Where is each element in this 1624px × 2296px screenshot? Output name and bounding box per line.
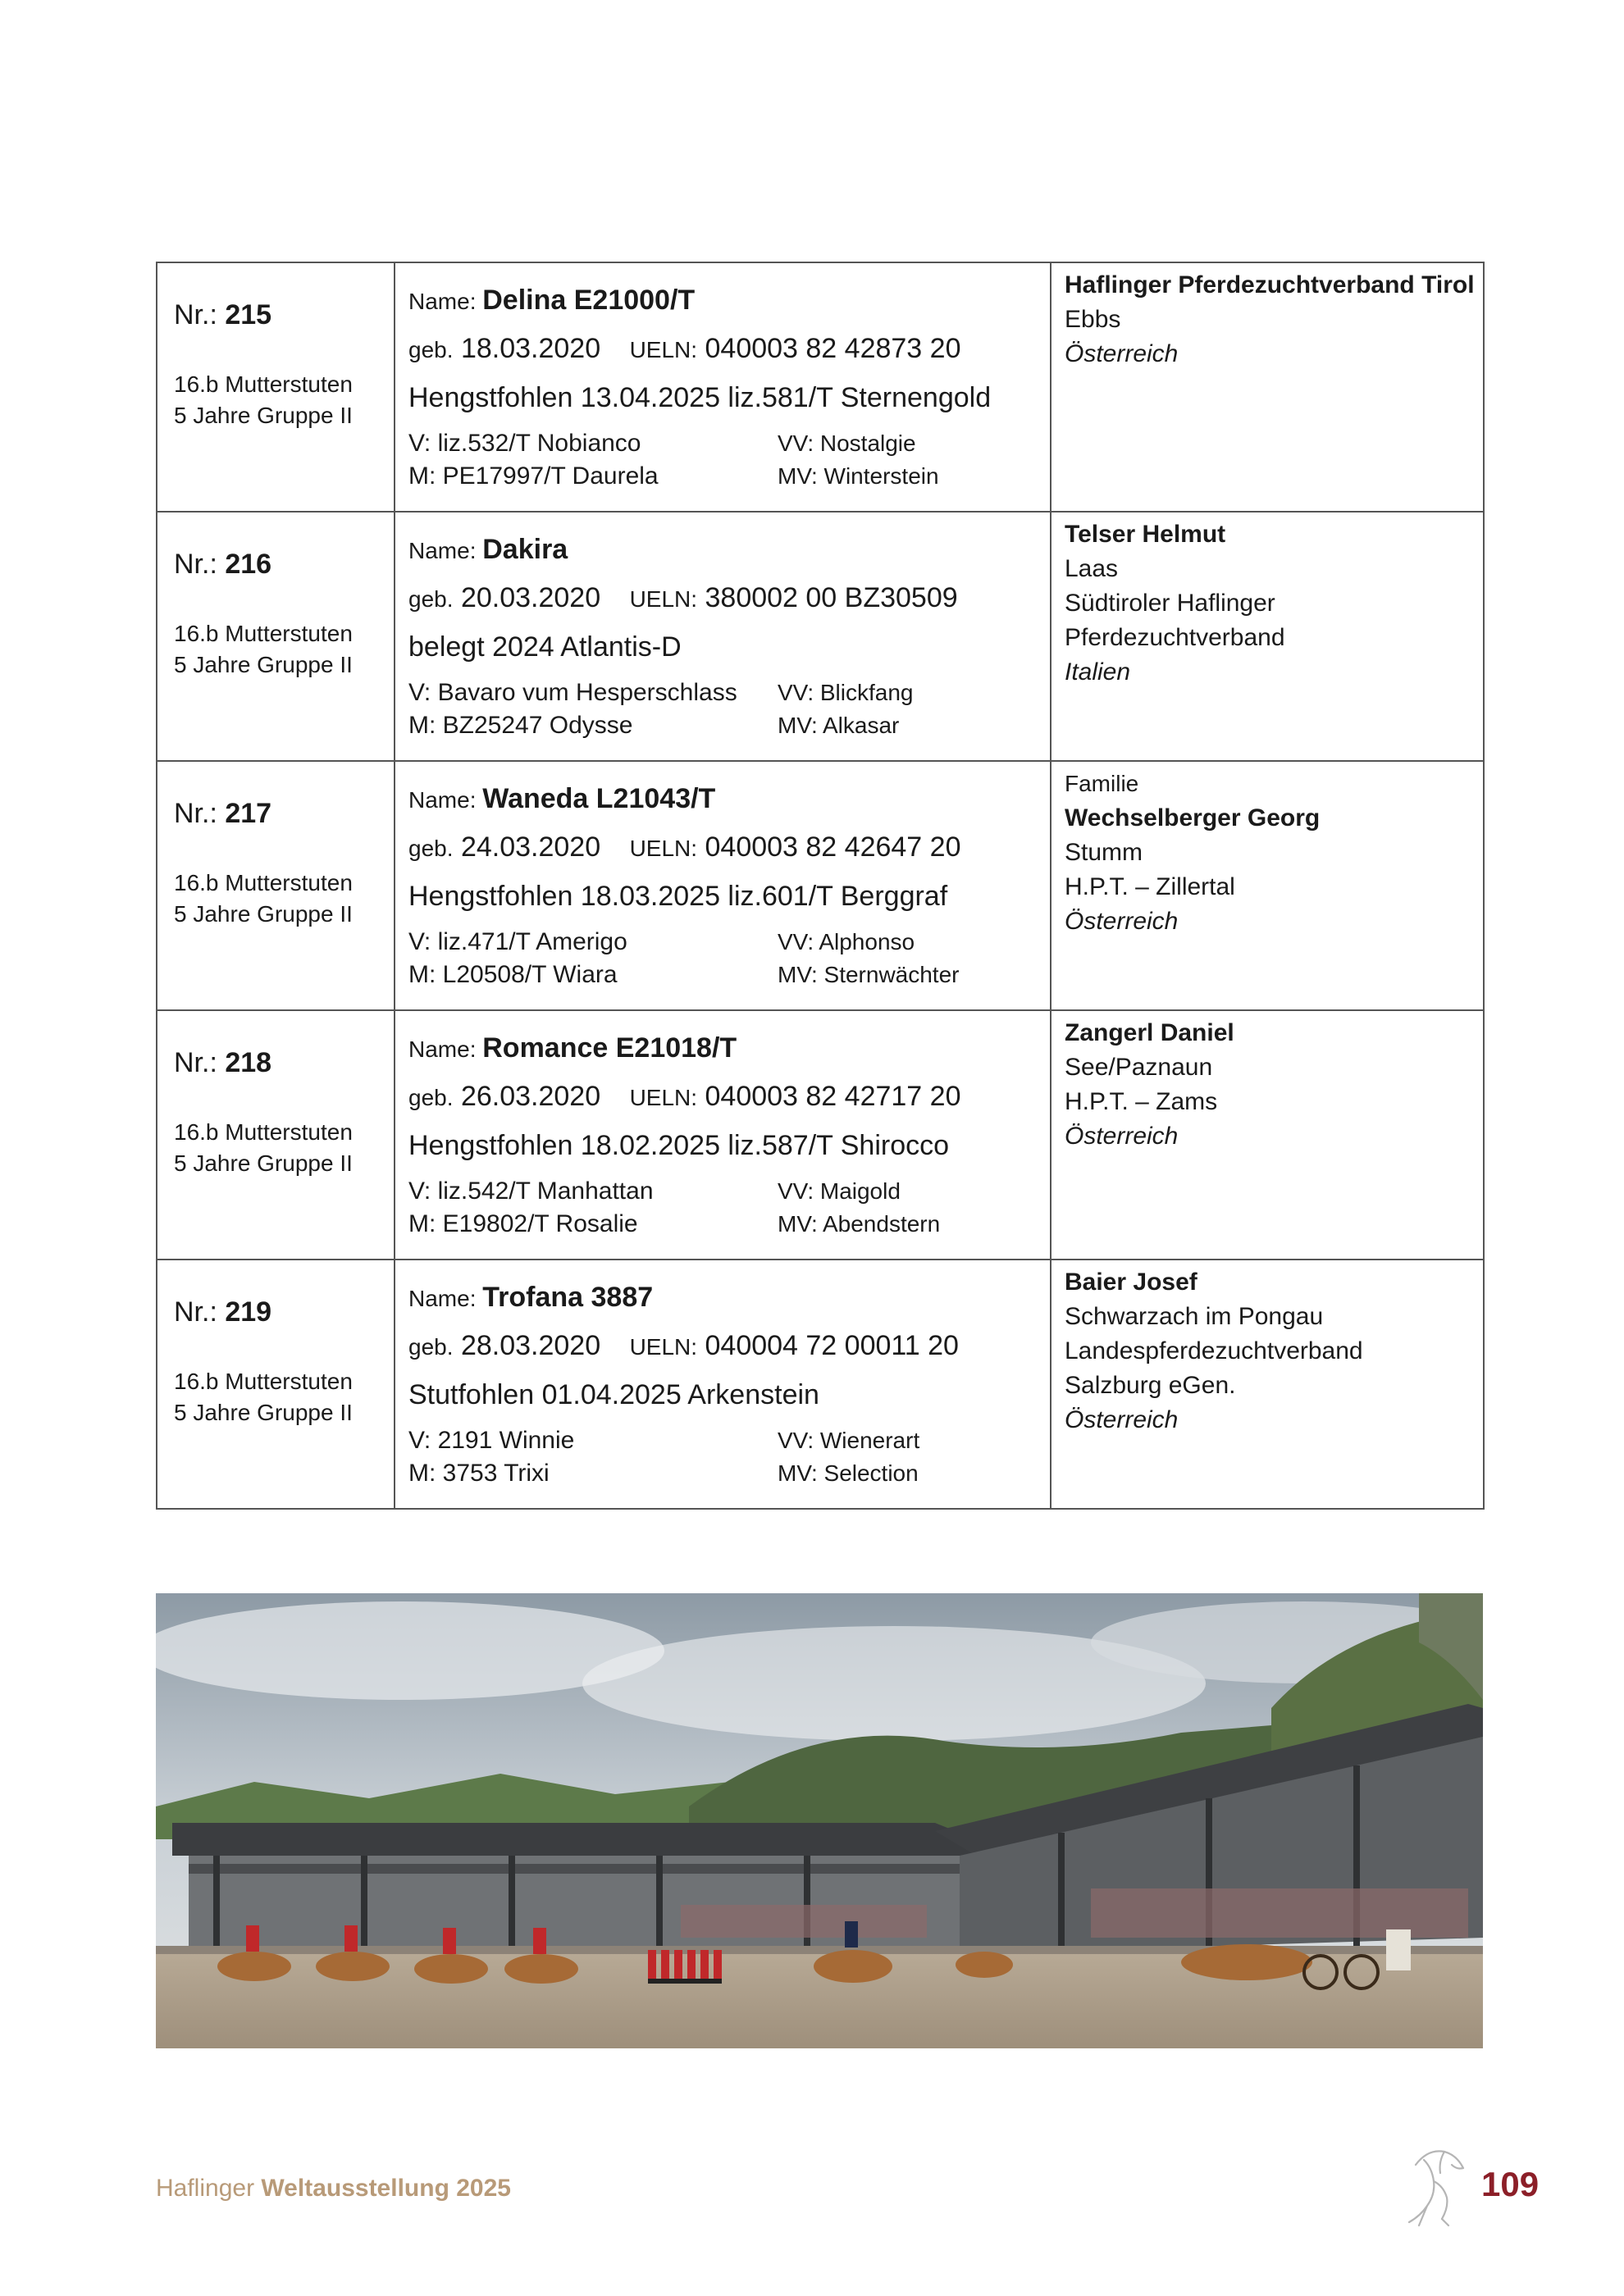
- name-label: Name:: [408, 787, 477, 813]
- sire-sire: VV: Blickfang: [778, 680, 914, 705]
- name-label: Name:: [408, 1036, 477, 1062]
- sire-sire: VV: Wienerart: [778, 1428, 920, 1453]
- pedigree: [408, 1424, 1050, 1490]
- ueln-label: UELN:: [629, 836, 698, 861]
- class-line-1: 16.b Mutterstuten: [174, 1369, 353, 1394]
- geb-label: geb.: [408, 1085, 454, 1110]
- ueln-label: UELN:: [629, 586, 698, 612]
- sire: V: liz.532/T Nobianco: [408, 430, 641, 457]
- ueln-value: 040003 82 42717 20: [705, 1081, 961, 1112]
- owner-line: Salzburg eGen.: [1065, 1372, 1236, 1399]
- class-info: [174, 1117, 394, 1179]
- offspring-line: belegt 2024 Atlantis-D: [408, 631, 682, 663]
- name-label: Name:: [408, 289, 477, 314]
- horse-info-cell: [395, 1010, 1051, 1260]
- class-line-1: 16.b Mutterstuten: [174, 870, 353, 895]
- nr-value: 215: [225, 299, 272, 330]
- geb-label: geb.: [408, 337, 454, 362]
- nr-label: Nr.:: [174, 549, 217, 580]
- entry-number-cell: [157, 761, 395, 1010]
- catalog-table: [156, 262, 1485, 1510]
- owner-country: Österreich: [1065, 340, 1179, 367]
- dam-sire: MV: Winterstein: [778, 463, 939, 489]
- geb-label: geb.: [408, 586, 454, 612]
- ueln-label: UELN:: [629, 1085, 698, 1110]
- ueln-value: 380002 00 BZ30509: [705, 582, 958, 613]
- nr-label: Nr.:: [174, 299, 217, 330]
- owner-prefix: Familie: [1065, 771, 1139, 796]
- owner-name: Telser Helmut: [1065, 521, 1226, 548]
- catalog-row: [157, 512, 1484, 761]
- owner-line: H.P.T. – Zillertal: [1065, 873, 1235, 900]
- entry-number-cell: [157, 512, 395, 761]
- pedigree: [408, 1175, 1050, 1241]
- catalog-row: [157, 1010, 1484, 1260]
- horse-name-line: [408, 1273, 1050, 1321]
- pedigree: [408, 427, 1050, 493]
- ueln-value: 040003 82 42647 20: [705, 831, 961, 863]
- horse-name: Romance E21018/T: [482, 1032, 737, 1064]
- owner-line: Laas: [1065, 555, 1119, 582]
- horse-name-line: [408, 775, 1050, 822]
- pedigree: [408, 926, 1050, 991]
- owner-line: Pferdezuchtverband: [1065, 624, 1285, 651]
- owner-cell: [1051, 512, 1484, 761]
- nr-value: 216: [225, 549, 272, 580]
- dam: M: 3753 Trixi: [408, 1460, 550, 1487]
- birth-date: 24.03.2020: [460, 831, 601, 863]
- owner-cell: [1051, 761, 1484, 1010]
- birth-line: [408, 822, 1050, 872]
- class-line-1: 16.b Mutterstuten: [174, 371, 353, 397]
- nr-label: Nr.:: [174, 1047, 217, 1078]
- class-info: [174, 868, 394, 930]
- entry-number: [174, 299, 394, 331]
- dam-sire: MV: Sternwächter: [778, 962, 960, 987]
- birth-date: 18.03.2020: [460, 333, 601, 364]
- horse-name: Dakira: [482, 534, 568, 565]
- geb-label: geb.: [408, 1334, 454, 1360]
- horse-name-line: [408, 1024, 1050, 1072]
- owner-name: Haflinger Pferdezuchtverband Tirol: [1065, 271, 1475, 298]
- dam: M: E19802/T Rosalie: [408, 1210, 638, 1237]
- class-line-2: 5 Jahre Gruppe II: [174, 1150, 353, 1176]
- offspring-line: Hengstfohlen 18.02.2025 liz.587/T Shirocco: [408, 1130, 950, 1161]
- horse-name-line: [408, 276, 1050, 324]
- offspring-line: Hengstfohlen 18.03.2025 liz.601/T Berggraf: [408, 881, 948, 912]
- page-number: 109: [1481, 2165, 1540, 2203]
- ueln-value: 040003 82 42873 20: [705, 333, 961, 364]
- catalog-row: [157, 761, 1484, 1010]
- owner-country: Österreich: [1065, 1123, 1179, 1150]
- dam: M: PE17997/T Daurela: [408, 462, 659, 490]
- owner-name: Baier Josef: [1065, 1269, 1197, 1296]
- offspring-line: Hengstfohlen 13.04.2025 liz.581/T Sternengold: [408, 382, 992, 413]
- ueln-value: 040004 72 00011 20: [705, 1330, 959, 1361]
- horse-logo-icon: [1399, 2140, 1473, 2230]
- class-line-2: 5 Jahre Gruppe II: [174, 652, 353, 677]
- nr-label: Nr.:: [174, 1296, 217, 1328]
- owner-line: See/Paznaun: [1065, 1054, 1213, 1081]
- birth-line: [408, 1072, 1050, 1121]
- dam-sire: MV: Selection: [778, 1460, 919, 1486]
- catalog-row: [157, 1260, 1484, 1509]
- class-info: [174, 369, 394, 431]
- ueln-label: UELN:: [629, 1334, 698, 1360]
- sire: V: liz.542/T Manhattan: [408, 1178, 654, 1205]
- class-info: [174, 1366, 394, 1428]
- entry-number: [174, 1047, 394, 1079]
- name-label: Name:: [408, 538, 477, 563]
- entry-number: [174, 549, 394, 581]
- birth-date: 28.03.2020: [460, 1330, 601, 1361]
- sire: V: Bavaro vum Hesperschlass: [408, 679, 737, 706]
- class-line-1: 16.b Mutterstuten: [174, 1119, 353, 1145]
- name-label: Name:: [408, 1286, 477, 1311]
- owner-line: Stumm: [1065, 839, 1143, 866]
- sire-sire: VV: Nostalgie: [778, 430, 916, 456]
- nr-value: 219: [225, 1296, 272, 1328]
- sire-sire: VV: Maigold: [778, 1178, 901, 1204]
- entry-number-cell: [157, 262, 395, 512]
- horse-name-line: [408, 526, 1050, 573]
- birth-date: 26.03.2020: [460, 1081, 601, 1112]
- dam: M: BZ25247 Odysse: [408, 712, 633, 739]
- entry-number-cell: [157, 1260, 395, 1509]
- class-line-1: 16.b Mutterstuten: [174, 621, 353, 646]
- owner-line: Landespferdezuchtverband: [1065, 1337, 1363, 1364]
- birth-line: [408, 324, 1050, 373]
- owner-name: Wechselberger Georg: [1065, 804, 1321, 831]
- dam-sire: MV: Abendstern: [778, 1211, 941, 1237]
- sire-sire: VV: Alphonso: [778, 929, 915, 954]
- catalog-row: [157, 262, 1484, 512]
- class-line-2: 5 Jahre Gruppe II: [174, 1400, 353, 1425]
- birth-line: [408, 573, 1050, 622]
- sire: V: liz.471/T Amerigo: [408, 928, 627, 955]
- horse-info-cell: [395, 512, 1051, 761]
- entry-number: [174, 1296, 394, 1328]
- owner-line: Schwarzach im Pongau: [1065, 1303, 1324, 1330]
- footer-title: [156, 2175, 511, 2203]
- owner-country: Österreich: [1065, 1406, 1179, 1433]
- owner-cell: [1051, 262, 1484, 512]
- owner-cell: [1051, 1260, 1484, 1509]
- owner-line: H.P.T. – Zams: [1065, 1088, 1218, 1115]
- owner-country: Österreich: [1065, 908, 1179, 935]
- class-line-2: 5 Jahre Gruppe II: [174, 901, 353, 927]
- class-info: [174, 618, 394, 681]
- owner-cell: [1051, 1010, 1484, 1260]
- horse-info-cell: [395, 1260, 1051, 1509]
- entry-number-cell: [157, 1010, 395, 1260]
- birth-line: [408, 1321, 1050, 1370]
- entry-number: [174, 798, 394, 830]
- class-line-2: 5 Jahre Gruppe II: [174, 403, 353, 428]
- nr-value: 217: [225, 798, 272, 829]
- horse-name: Trofana 3887: [482, 1282, 654, 1313]
- nr-label: Nr.:: [174, 798, 217, 829]
- pedigree: [408, 676, 1050, 742]
- horse-name: Delina E21000/T: [482, 285, 696, 316]
- horse-info-cell: [395, 262, 1051, 512]
- owner-line: Ebbs: [1065, 306, 1121, 333]
- owner-name: Zangerl Daniel: [1065, 1019, 1234, 1046]
- nr-value: 218: [225, 1047, 272, 1078]
- arena-photo: [156, 1593, 1483, 2048]
- sire: V: 2191 Winnie: [408, 1427, 575, 1454]
- owner-line: Südtiroler Haflinger: [1065, 590, 1275, 617]
- dam-sire: MV: Alkasar: [778, 713, 900, 738]
- birth-date: 20.03.2020: [460, 582, 601, 613]
- ueln-label: UELN:: [629, 337, 698, 362]
- horse-info-cell: [395, 761, 1051, 1010]
- owner-country: Italien: [1065, 658, 1131, 686]
- dam: M: L20508/T Wiara: [408, 961, 618, 988]
- horse-name: Waneda L21043/T: [482, 783, 716, 814]
- footer-brand: Haflinger: [156, 2175, 255, 2202]
- geb-label: geb.: [408, 836, 454, 861]
- footer-event: Weltausstellung 2025: [261, 2175, 511, 2202]
- offspring-line: Stutfohlen 01.04.2025 Arkenstein: [408, 1379, 819, 1410]
